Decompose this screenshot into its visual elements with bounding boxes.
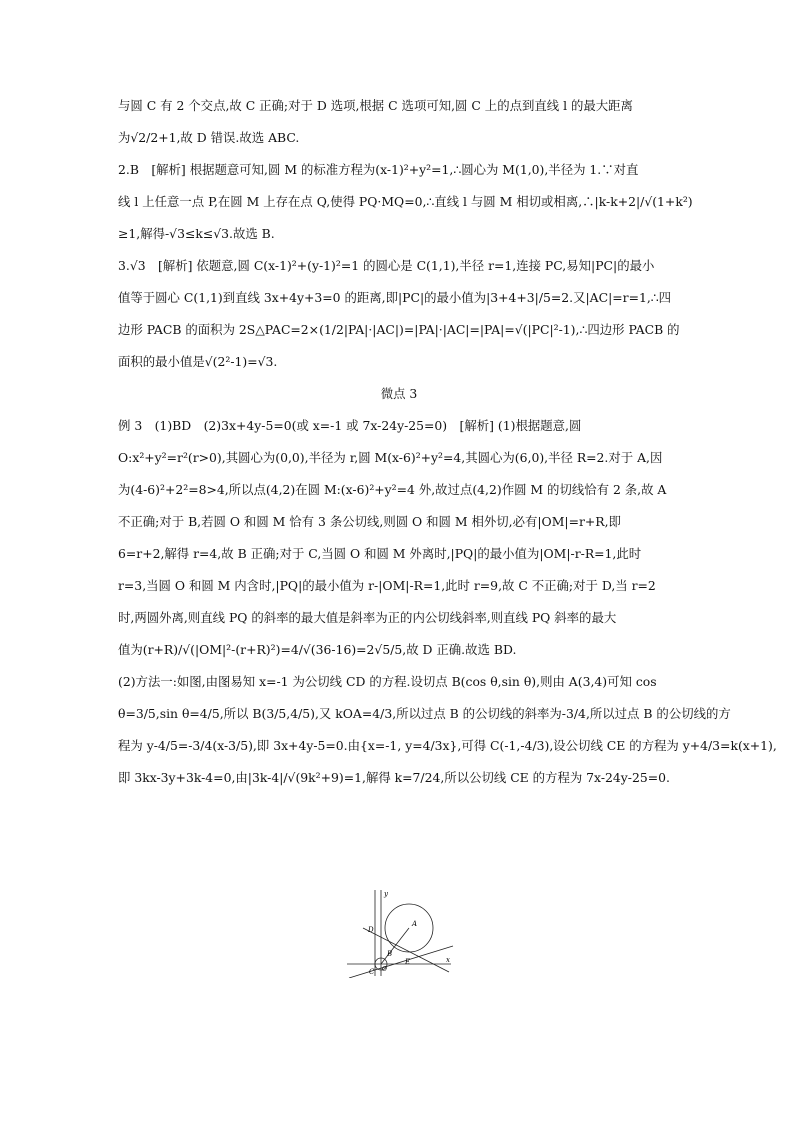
label-d: D [368,926,374,934]
label-b: B [387,950,393,958]
text-line: 线 l 上任意一点 P,在圆 M 上存在点 Q,使得 PQ·MQ=0,∴直线 l 与圆 M 相切或相离,∴|k-k+2|/√(1+k²) [118,194,693,209]
label-c: C [369,968,375,976]
text-line: 例 3 (1)BD (2)3x+4y-5=0(或 x=-1 或 7x-24y-25=0) [解析] (1)根据题意,圆 [118,418,582,433]
text-line: 即 3kx-3y+3k-4=0,由|3k-4|/√(9k²+9)=1,解得 k=7/24,所以公切线 CE 的方程为 7x-24y-25=0. [118,770,670,785]
text-line: O:x²+y²=r²(r>0),其圆心为(0,0),半径为 r,圆 M(x-6)²+y²=4,其圆心为(6,0),半径 R=2.对于 A,因 [118,450,663,465]
text-line: 时,两圆外离,则直线 PQ 的斜率的最大值是斜率为正的内公切线斜率,则直线 PQ 斜率的最大 [118,610,617,625]
text-line: 面积的最小值是√(2²-1)=√3. [118,354,278,369]
text-line: θ=3/5,sin θ=4/5,所以 B(3/5,4/5),又 kOA=4/3,所以过点 B 的公切线的斜率为-3/4,所以过点 B 的公切线的方 [118,706,731,721]
geometry-figure [345,888,455,978]
document-body [118,96,777,800]
text-line: 为√2/2+1,故 D 错误.故选 ABC. [118,130,300,145]
label-o: O [382,966,387,973]
label-y: y [384,890,388,898]
text-line: 边形 PACB 的面积为 2S△PAC=2×(1/2|PA|·|AC|)=|PA|·|AC|=|PA|=√(|PC|²-1),∴四边形 PACB 的 [118,322,680,337]
text-line: 值为(r+R)/√(|OM|²-(r+R)²)=4/√(36-16)=2√5/5,故 D 正确.故选 BD. [118,642,517,657]
section-heading: 微点 3 [380,386,418,401]
text-line: 值等于圆心 C(1,1)到直线 3x+4y+3=0 的距离,即|PC|的最小值为|3+4+3|/5=2.又|AC|=r=1,∴四 [118,290,672,305]
text-line: 为(4-6)²+2²=8>4,所以点(4,2)在圆 M:(x-6)²+y²=4 外,故过点(4,2)作圆 M 的切线恰有 2 条,故 A [118,482,667,497]
label-e: E [405,958,411,966]
text-line: 不正确;对于 B,若圆 O 和圆 M 恰有 3 条公切线,则圆 O 和圆 M 相外切,必有|OM|=r+R,即 [118,514,621,529]
text-line: 程为 y-4/5=-3/4(x-3/5),即 3x+4y-5=0.由{x=-1, y=4/3x},可得 C(-1,-4/3),设公切线 CE 的方程为 y+4/3=k(x+1), [118,738,777,753]
text-line: 6=r+2,解得 r=4,故 B 正确;对于 C,当圆 O 和圆 M 外离时,|PQ|的最小值为|OM|-r-R=1,此时 [118,546,642,561]
text-line: r=3,当圆 O 和圆 M 内含时,|PQ|的最小值为 r-|OM|-R=1,此时 r=9,故 C 不正确;对于 D,当 r=2 [118,578,656,593]
text-line: (2)方法一:如图,由图易知 x=-1 为公切线 CD 的方程.设切点 B(cos θ,sin θ),则由 A(3,4)可知 cos [118,674,657,689]
text-line: 与圆 C 有 2 个交点,故 C 正确;对于 D 选项,根据 C 选项可知,圆 C 上的点到直线 l 的最大距离 [118,98,633,113]
label-x: x [446,956,450,964]
text-line: 2.B [解析] 根据题意可知,圆 M 的标准方程为(x-1)²+y²=1,∴圆心为 M(1,0),半径为 1.∵对直 [118,162,639,177]
text-line: ≥1,解得-√3≤k≤√3.故选 B. [118,226,275,241]
text-line: 3.√3 [解析] 依题意,圆 C(x-1)²+(y-1)²=1 的圆心是 C(1,1),半径 r=1,连接 PC,易知|PC|的最小 [118,258,655,273]
label-a: A [412,920,418,928]
